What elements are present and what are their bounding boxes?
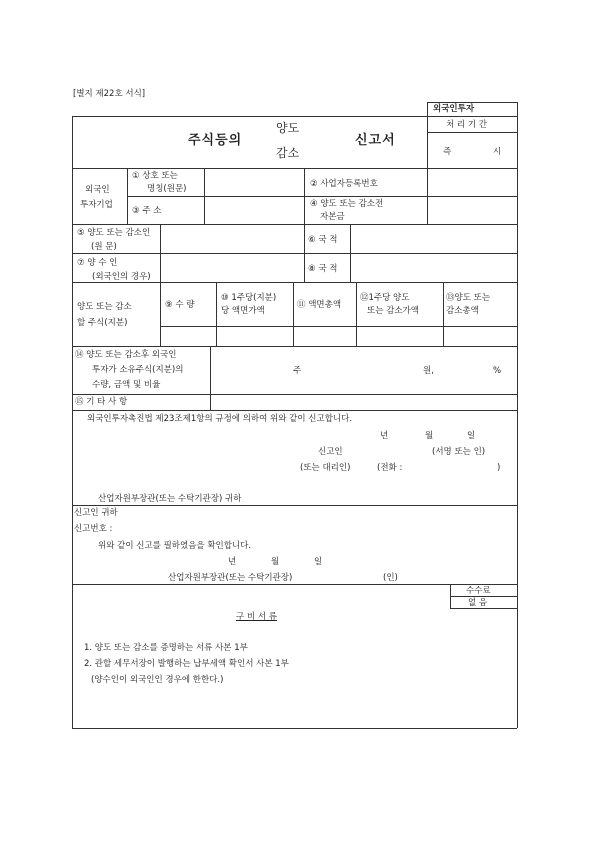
receipt-number-label: 신고번호 : <box>74 524 113 534</box>
company-name-line1: ① 상호 또는 <box>132 171 178 181</box>
nationality-label-2: ⑧ 국 적 <box>308 264 338 274</box>
holdings-line1: ⑭ 양도 또는 감소후 외국인 <box>75 350 177 360</box>
reporter-label: 신고인 <box>318 447 343 457</box>
period-divider <box>427 132 517 133</box>
fee-value: 없 음 <box>468 598 488 608</box>
fee-box-bottom <box>450 608 517 609</box>
shares-total-line1: ⑬양도 또는 <box>446 293 491 303</box>
shares-col1 <box>160 282 161 346</box>
shares-col4 <box>356 282 357 346</box>
period-value-2: 시 <box>493 147 502 157</box>
declaration-month: 월 <box>425 431 434 441</box>
shares-mid-line <box>160 326 517 327</box>
header-box-top <box>427 102 517 103</box>
documents-item-2-note: (양수인이 외국인인 경우에 한한다.) <box>91 675 224 685</box>
shares-col5 <box>443 282 444 346</box>
shares-bottom-line <box>72 346 517 347</box>
period-value-1: 즉 <box>443 147 452 157</box>
documents-item-2: 2. 관할 세무서장이 발행하는 납부세액 확인서 사본 1부 <box>84 659 289 669</box>
declaration-bottom-line <box>72 505 517 506</box>
phone-label: (전화 : <box>377 463 403 473</box>
frame-left <box>72 116 73 728</box>
parties-mid-line <box>72 253 517 254</box>
shares-group-line1: 양도 또는 감소 <box>77 302 132 312</box>
shares-col3 <box>293 282 294 346</box>
other-bottom-line <box>72 410 517 411</box>
agent-label: (또는 대리인) <box>300 463 351 473</box>
transferee-line1: ⑦ 양 수 인 <box>77 258 118 268</box>
documents-item-1: 1. 양도 또는 감소를 증명하는 서류 사본 1부 <box>84 643 248 653</box>
shares-qty-label: ⑨ 수 량 <box>165 300 195 310</box>
frame-bottom <box>72 728 517 729</box>
title-main: 주식등의 <box>188 133 243 148</box>
nationality-label-1: ⑥ 국 적 <box>308 235 338 245</box>
receipt-signer: 산업자원부장관(또는 수탁기관장) <box>168 573 293 583</box>
declaration-addressee: 산업자원부장관(또는 수탁기관장) 귀하 <box>98 494 242 504</box>
transferee-line2: (외국인의 경우) <box>92 272 151 282</box>
phone-close: ) <box>497 463 501 473</box>
holdings-unit-won: 원, <box>423 366 434 376</box>
shares-par-line1: ⑩ 1주당(지분) <box>221 293 277 303</box>
other-label: ⑮ 기 타 사 항 <box>75 397 128 407</box>
shares-par-total-label: ⑪ 액면총액 <box>297 300 342 310</box>
shares-price-line2: 또는 감소가액 <box>367 306 419 316</box>
holdings-line3: 수량, 금액 및 비율 <box>92 380 161 390</box>
company-regno-label: ② 사업자등록번호 <box>310 179 378 189</box>
shares-price-line1: ⑫1주당 양도 <box>360 293 410 303</box>
parties-bottom-line <box>72 282 517 283</box>
company-name-line2: 명칭(원문) <box>147 184 187 194</box>
title-transfer: 양도 <box>276 121 300 135</box>
transferor-line1: ⑤ 양도 또는 감소인 <box>77 228 151 238</box>
company-group-line1: 외국인 <box>85 185 110 195</box>
shares-total-line2: 감소총액 <box>446 306 479 316</box>
holdings-col <box>210 346 211 394</box>
company-mid-line <box>127 196 517 197</box>
header-box-right <box>517 102 518 116</box>
title-divider <box>427 116 428 168</box>
receipt-seal: (인) <box>383 573 398 583</box>
company-capital-line1: ④ 양도 또는 감소전 <box>310 199 384 209</box>
sign-label: (서명 또는 인) <box>432 447 486 457</box>
holdings-line2: 투자가 소유주식(지분)의 <box>92 365 184 375</box>
title-tail: 신고서 <box>355 133 396 148</box>
transferor-line2: (원 문) <box>91 242 117 252</box>
title-reduction: 감소 <box>276 146 300 160</box>
receipt-to: 신고인 귀하 <box>74 508 118 518</box>
receipt-month: 월 <box>271 557 280 567</box>
frame-top <box>72 116 517 117</box>
company-bottom-line <box>72 224 517 225</box>
period-label: 처 리 기 간 <box>446 120 487 130</box>
shares-group-line2: 할 주식(지분) <box>77 318 128 328</box>
company-capital-line2: 자본금 <box>320 212 345 222</box>
shares-par-line2: 당 액면가액 <box>221 306 265 316</box>
header-bottom-line <box>72 168 517 169</box>
holdings-unit-pct: % <box>493 366 502 376</box>
declaration-day: 일 <box>467 431 476 441</box>
form-number: [별지 제22호 서식] <box>73 89 146 99</box>
receipt-day: 일 <box>314 557 323 567</box>
holdings-bottom-line <box>72 394 517 395</box>
declaration-year: 년 <box>380 431 389 441</box>
declaration-text: 외국인투자촉진법 제23조제1항의 규정에 의하여 위와 같이 신고합니다. <box>87 414 353 424</box>
company-address-label: ③ 주 소 <box>132 206 162 216</box>
fee-label: 수수료 <box>466 586 491 596</box>
fee-box-mid <box>450 596 517 597</box>
holdings-unit-shares: 주 <box>293 366 302 376</box>
receipt-year: 년 <box>228 557 237 567</box>
header-box-left <box>427 102 428 116</box>
frame-right <box>517 116 518 728</box>
documents-title: 구 비 서 류 <box>236 612 277 622</box>
receipt-confirm: 위와 같이 신고를 필하였음을 확인합니다. <box>98 541 252 551</box>
shares-col2 <box>216 282 217 346</box>
category-label: 외국인투자 <box>433 104 475 114</box>
company-group-line2: 투자기업 <box>80 200 113 210</box>
other-col <box>210 394 211 410</box>
